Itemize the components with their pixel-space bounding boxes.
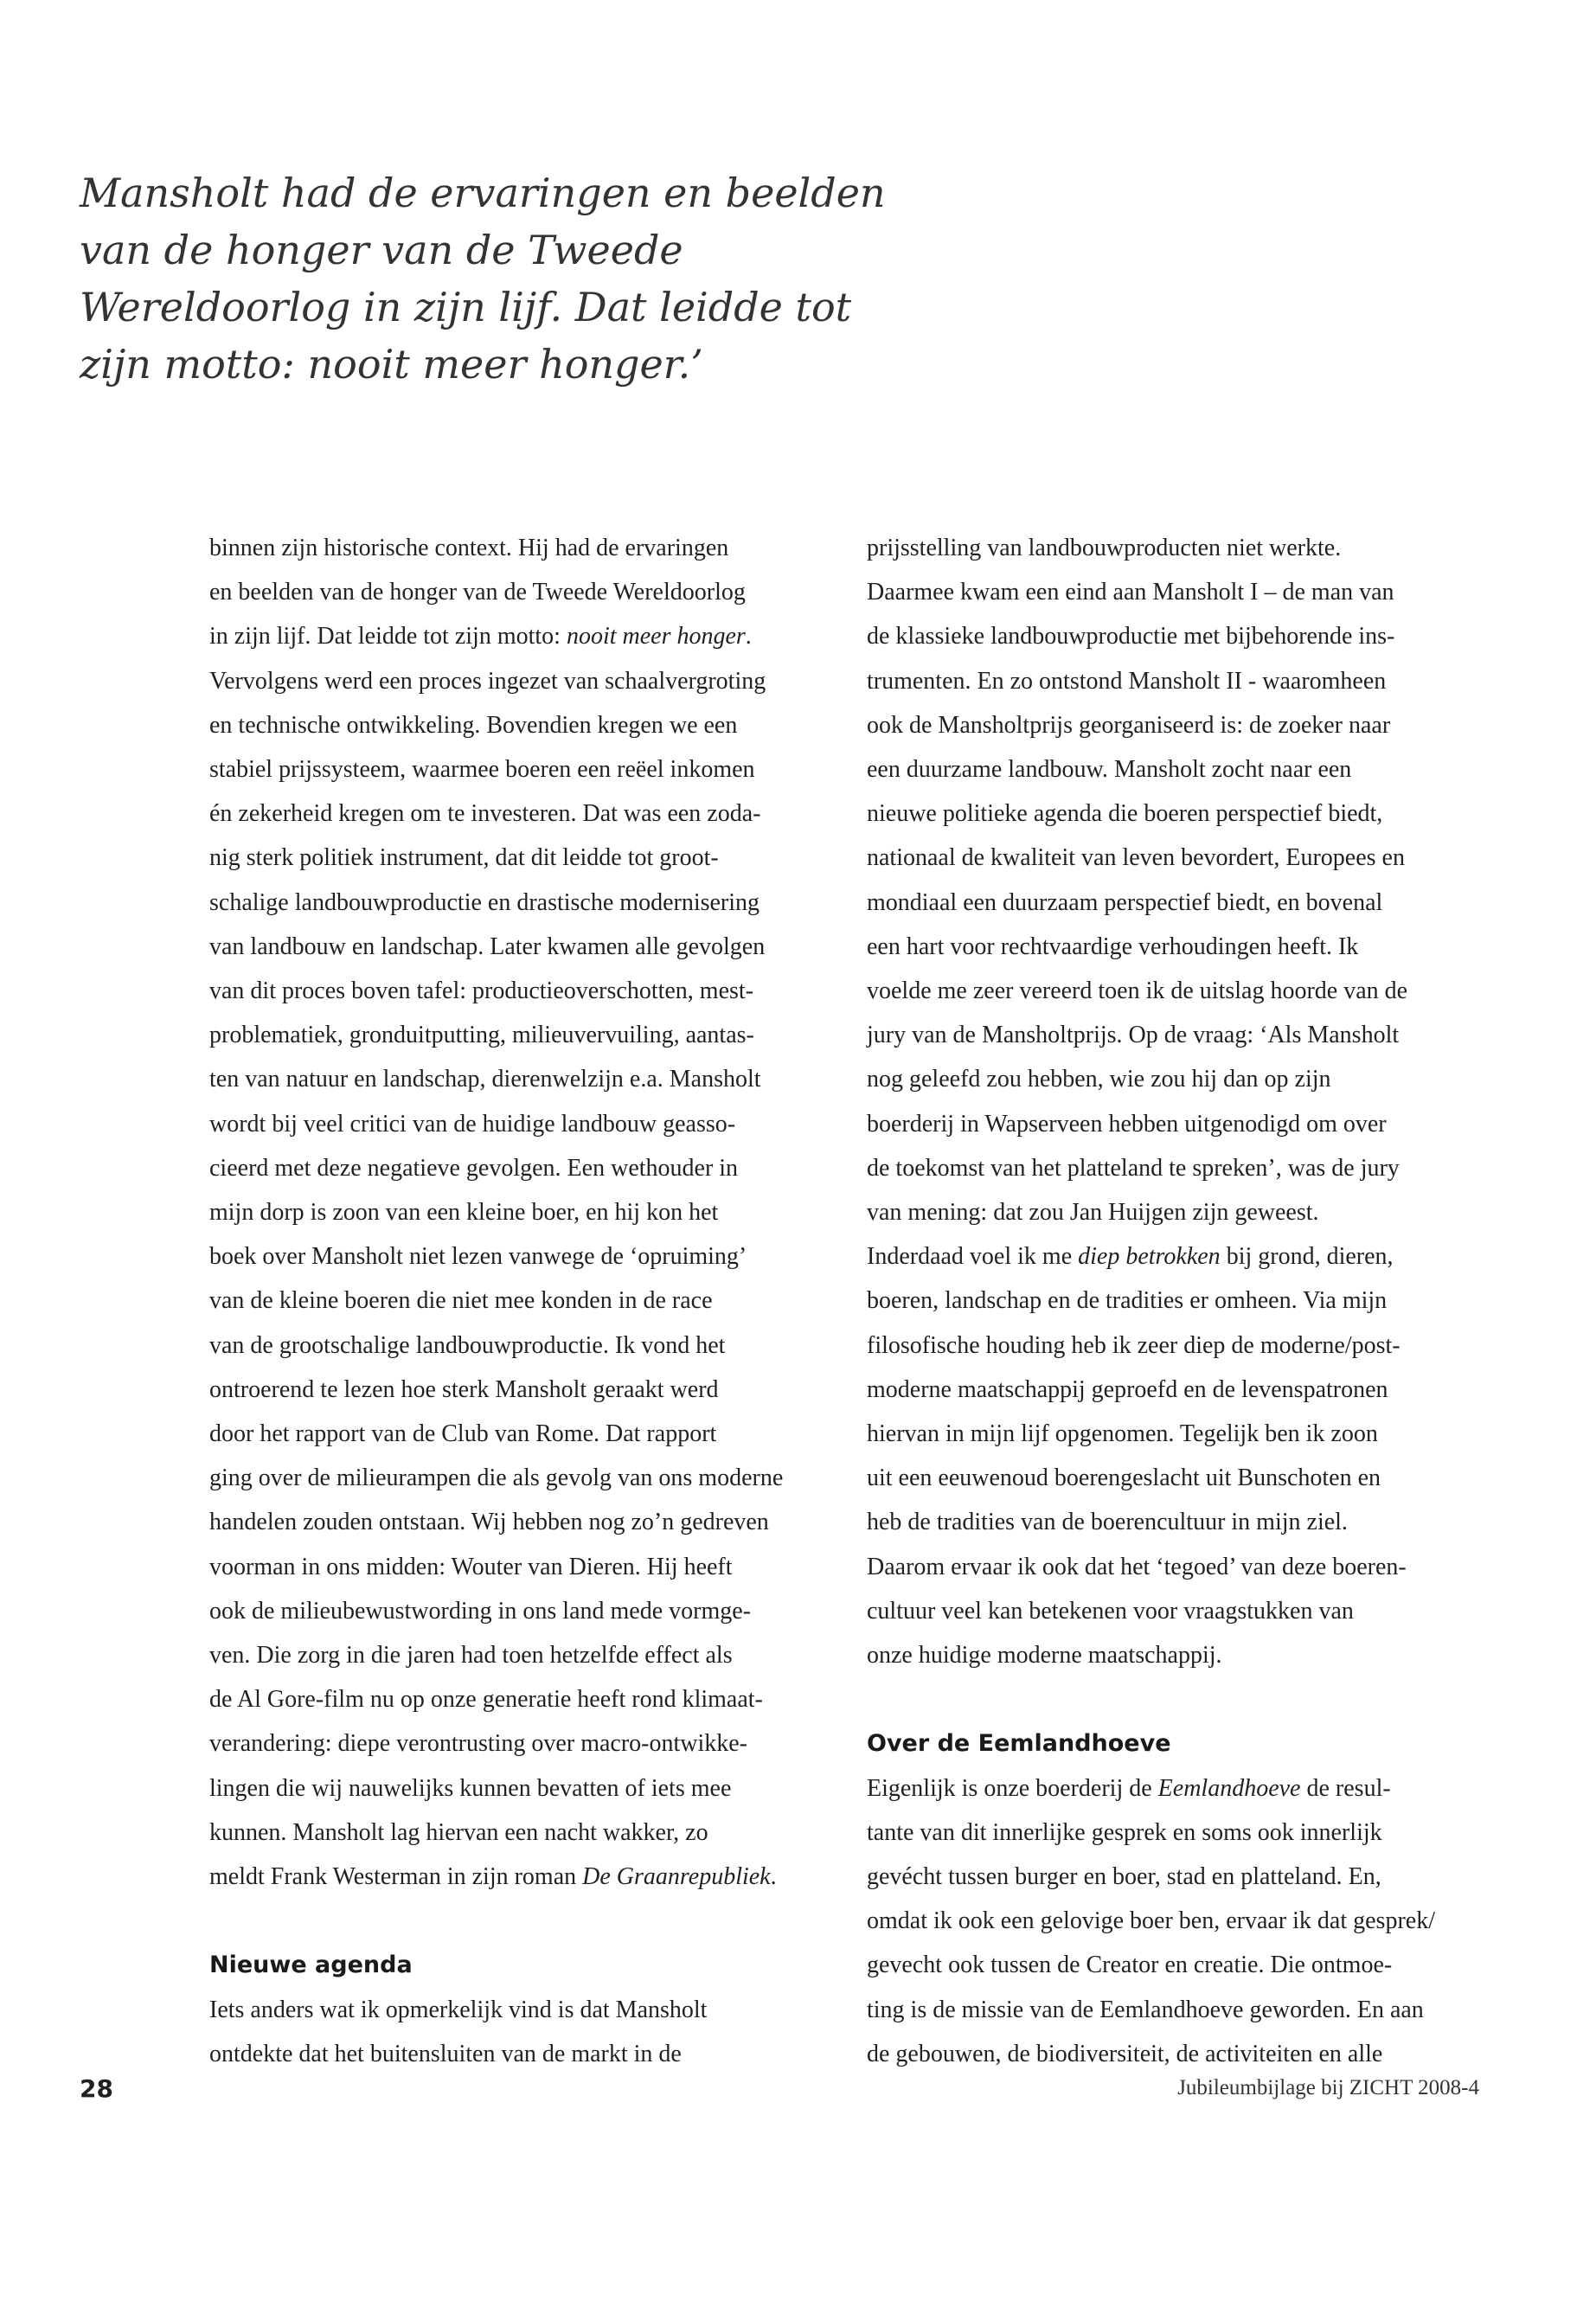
text-line: van de kleine boeren die niet mee konden in de race	[209, 1287, 713, 1315]
text-line: nationaal de kwaliteit van leven bevordert, Europees en	[867, 844, 1405, 872]
text-segment: Inderdaad voel ik me	[867, 1243, 1079, 1271]
text-line: de Al Gore-film nu op onze generatie heeft rond klimaat-	[209, 1686, 763, 1714]
pull-quote-line: Mansholt had de ervaringen en beelden	[80, 170, 886, 216]
text-line: gevécht tussen burger en boer, stad en platteland. En,	[867, 1863, 1381, 1891]
text-line: boerderij in Wapserveen hebben uitgenodigd om over	[867, 1110, 1387, 1138]
text-line: verandering: diepe verontrusting over macro-ontwikke-	[209, 1730, 748, 1758]
text-line: boeren, landschap en de tradities er omheen. Via mijn	[867, 1287, 1388, 1315]
text-line: van mening: dat zou Jan Huijgen zijn geweest.	[867, 1199, 1319, 1227]
text-line: nieuwe politieke agenda die boeren perspectief biedt,	[867, 800, 1383, 828]
emphasis-text: diep betrokken	[1078, 1243, 1221, 1271]
text-line: voelde me zeer vereerd toen ik de uitslag hoorde van de	[867, 977, 1408, 1005]
text-line: jury van de Mansholtprijs. Op de vraag: ‘Als Mansholt	[867, 1022, 1400, 1049]
text-line: ook de Mansholtprijs georganiseerd is: de zoeker naar	[867, 711, 1391, 739]
text-line: binnen zijn historische context. Hij had de ervaringen	[209, 535, 729, 561]
right-column	[867, 526, 1472, 2076]
text-line: omdat ik ook een gelovige boer ben, ervaar ik dat gesprek/	[867, 1907, 1435, 1935]
text-line: ging over de milieurampen die als gevolg van ons moderne	[209, 1465, 784, 1492]
text-line: filosofische houding heb ik zeer diep de moderne/post-	[867, 1331, 1401, 1359]
farm-name: Eemlandhoeve	[1157, 1774, 1301, 1802]
text-line: voorman in ons midden: Wouter van Dieren. Hij heeft	[209, 1553, 733, 1580]
text-line: van dit proces boven tafel: productieoverschotten, mest-	[209, 977, 754, 1005]
text-line: heb de tradities van de boerencultuur in mijn ziel.	[867, 1509, 1348, 1536]
text-line: kunnen. Mansholt lag hiervan een nacht wakker, zo	[209, 1818, 708, 1846]
pull-quote-line: zijn motto: nooit meer honger.’	[80, 341, 703, 388]
text-segment: in zijn lijf. Dat leidde tot zijn motto:	[209, 623, 567, 651]
publication-title: Jubileumbijlage bij ZICHT 2008-4	[1177, 2076, 1479, 2099]
text-line: trumenten. En zo ontstond Mansholt II - waaromheen	[867, 667, 1387, 695]
text-line: ontdekte dat het buitensluiten van de markt in de	[209, 2040, 682, 2067]
text-segment: .	[745, 623, 752, 651]
text-line: uit een eeuwenoud boerengeslacht uit Bunschoten en	[867, 1465, 1381, 1492]
text-line: handelen zouden ontstaan. Wij hebben nog zo’n gedreven	[209, 1509, 769, 1536]
text-line: ook de milieubewustwording in ons land mede vormge-	[209, 1597, 751, 1625]
page-number: 28	[80, 2074, 113, 2103]
text-line: door het rapport van de Club van Rome. Dat rapport	[209, 1420, 717, 1448]
text-line: ven. Die zorg in die jaren had toen hetzelfde effect als	[209, 1642, 733, 1670]
text-line: Daarmee kwam een eind aan Mansholt I – de man van	[867, 579, 1394, 606]
text-line: boek over Mansholt niet lezen vanwege de ‘opruiming’	[209, 1243, 747, 1271]
text-line: moderne maatschappij geproefd en de levenspatronen	[867, 1375, 1388, 1403]
text-line: van de grootschalige landbouwproductie. Ik vond het	[209, 1331, 726, 1359]
body-paragraph	[209, 1988, 815, 2076]
text-line: onze huidige moderne maatschappij.	[867, 1642, 1222, 1670]
text-line: stabiel prijssysteem, waarmee boeren een reëel inkomen	[209, 756, 755, 784]
text-line: van landbouw en landschap. Later kwamen alle gevolgen	[209, 933, 766, 960]
text-line: de klassieke landbouwproductie met bijbehorende ins-	[867, 623, 1395, 651]
text-segment: .	[770, 1863, 777, 1891]
body-paragraph	[209, 526, 815, 1899]
text-line: wordt bij veel critici van de huidige landbouw geasso-	[209, 1110, 736, 1138]
text-line	[209, 1855, 815, 1899]
text-segment: de resul-	[1300, 1774, 1391, 1802]
text-line	[209, 614, 815, 658]
text-line: én zekerheid kregen om te investeren. Dat was een zoda-	[209, 800, 761, 828]
text-line: en beelden van de honger van de Tweede Wereldoorlog	[209, 579, 746, 606]
text-line: en technische ontwikkeling. Bovendien kregen we een	[209, 711, 738, 739]
section-heading: Over de Eemlandhoeve	[867, 1730, 1171, 1758]
text-line: mondiaal een duurzaam perspectief biedt, en bovenal	[867, 888, 1383, 916]
text-line: cieerd met deze negatieve gevolgen. Een wethouder in	[209, 1154, 739, 1182]
text-line: mijn dorp is zoon van een kleine boer, en hij kon het	[209, 1199, 719, 1227]
text-line: hiervan in mijn lijf opgenomen. Tegelijk ben ik zoon	[867, 1420, 1378, 1448]
text-line	[867, 1766, 1472, 1811]
text-line: de gebouwen, de biodiversiteit, de activiteiten en alle	[867, 2040, 1383, 2067]
text-line: ontroerend te lezen hoe sterk Mansholt geraakt werd	[209, 1375, 719, 1403]
text-line: ten van natuur en landschap, dierenwelzijn e.a. Mansholt	[209, 1066, 761, 1093]
text-line: nog geleefd zou hebben, wie zou hij dan op zijn	[867, 1066, 1331, 1093]
text-segment: bij grond, dieren,	[1220, 1243, 1394, 1271]
text-line: een duurzame landbouw. Mansholt zocht naar een	[867, 756, 1352, 784]
pull-quote-line: van de honger van de Tweede	[80, 227, 683, 273]
book-title: De Graanrepubliek	[582, 1863, 771, 1891]
text-line: gevecht ook tussen de Creator en creatie. Die ontmoe-	[867, 1952, 1393, 1979]
left-column	[209, 526, 815, 2076]
text-line: cultuur veel kan betekenen voor vraagstukken van	[867, 1597, 1354, 1625]
pull-quote-line: Wereldoorlog in zijn lijf. Dat leidde tot	[80, 284, 852, 330]
text-line: ting is de missie van de Eemlandhoeve geworden. En aan	[867, 1996, 1424, 2023]
emphasis-text: nooit meer honger	[566, 623, 746, 651]
text-line: Daarom ervaar ik ook dat het ‘tegoed’ van deze boeren-	[867, 1553, 1407, 1580]
text-line: nig sterk politiek instrument, dat dit leidde tot groot-	[209, 844, 719, 872]
text-line: Vervolgens werd een proces ingezet van schaalvergroting	[209, 667, 766, 695]
text-line: de toekomst van het platteland te spreken’, was de jury	[867, 1154, 1400, 1182]
text-segment: Eigenlijk is onze boerderij de	[867, 1774, 1158, 1802]
text-segment: meldt Frank Westerman in zijn roman	[209, 1863, 583, 1891]
text-line: Iets anders wat ik opmerkelijk vind is dat Mansholt	[209, 1996, 708, 2023]
body-paragraph	[867, 1766, 1472, 2076]
section-heading: Nieuwe agenda	[209, 1952, 413, 1979]
text-line: lingen die wij nauwelijks kunnen bevatten of iets mee	[209, 1774, 732, 1802]
pull-quote	[80, 164, 886, 393]
text-line: een hart voor rechtvaardige verhoudingen heeft. Ik	[867, 933, 1359, 960]
body-paragraph	[867, 526, 1472, 1677]
text-line	[867, 1234, 1472, 1279]
text-line: tante van dit innerlijke gesprek en soms ook innerlijk	[867, 1818, 1382, 1846]
text-line: prijsstelling van landbouwproducten niet werkte.	[867, 535, 1342, 561]
text-line: schalige landbouwproductie en drastische modernisering	[209, 888, 760, 916]
text-line: problematiek, gronduitputting, milieuvervuiling, aantas-	[209, 1022, 754, 1049]
